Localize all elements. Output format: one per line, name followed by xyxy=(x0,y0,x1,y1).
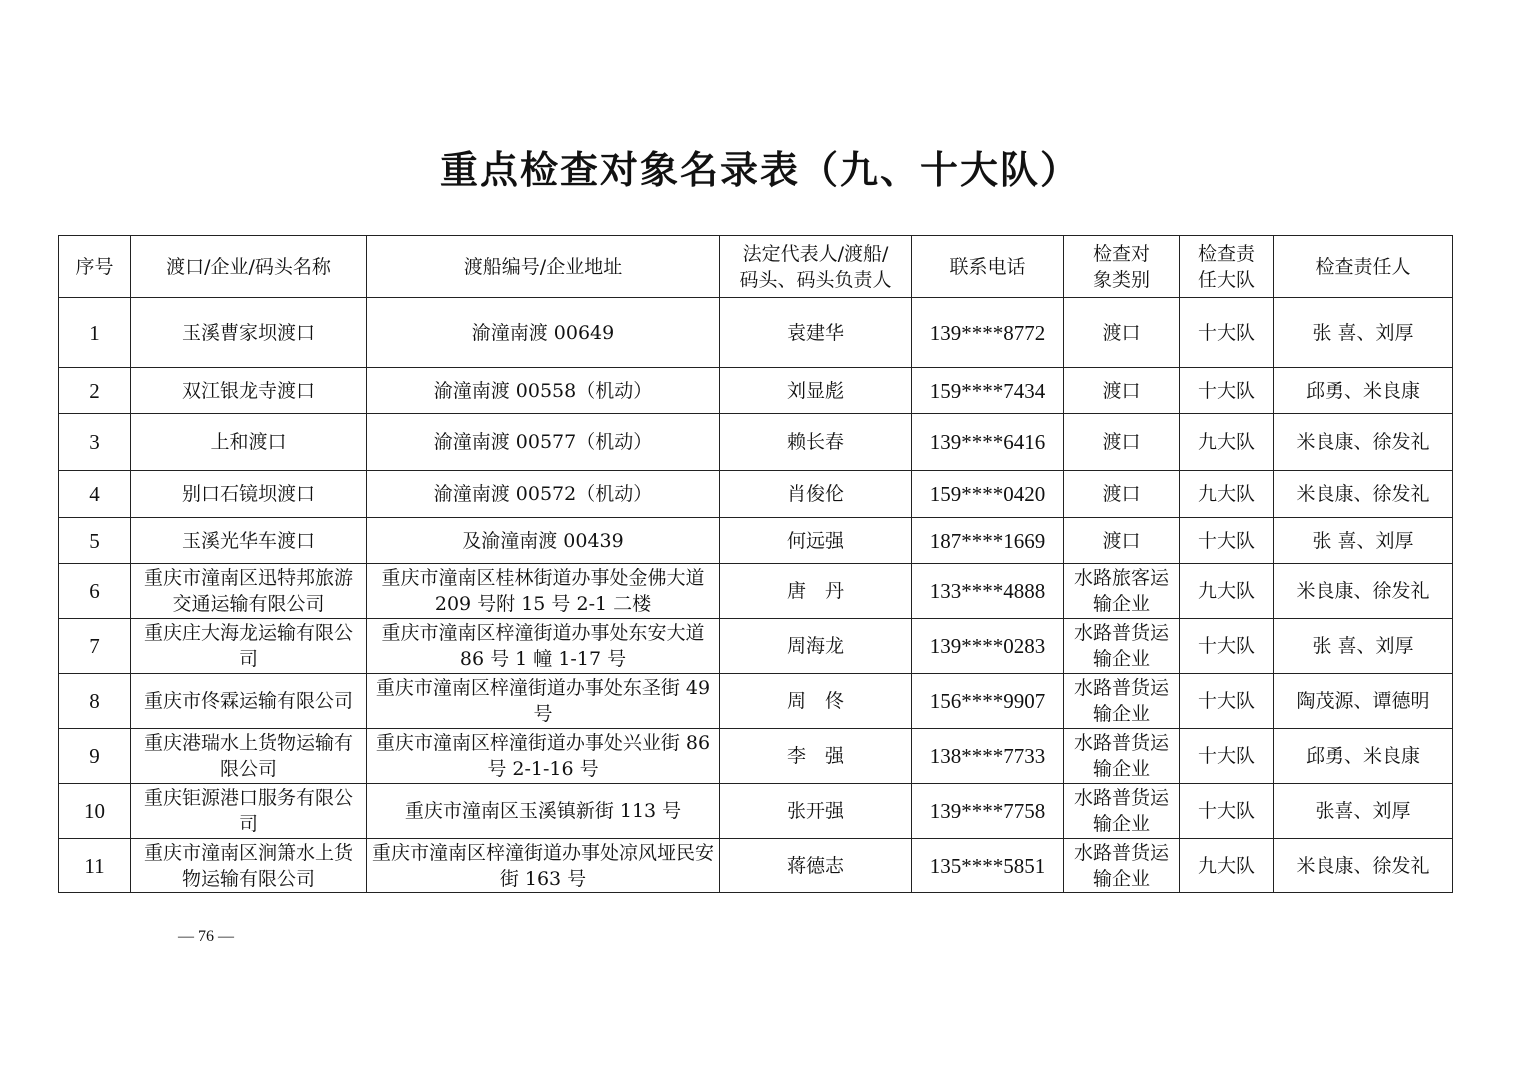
cell-category: 水路普货运输企业 xyxy=(1064,729,1180,784)
cell-address: 重庆市潼南区梓潼街道办事处凉风垭民安街 163 号 xyxy=(367,839,720,893)
cell-index: 9 xyxy=(59,729,131,784)
cell-name: 重庆钜源港口服务有限公司 xyxy=(131,784,367,839)
cell-brigade: 九大队 xyxy=(1180,471,1274,518)
cell-representative: 蒋德志 xyxy=(720,839,912,893)
cell-name: 上和渡口 xyxy=(131,414,367,471)
cell-phone: 139****7758 xyxy=(912,784,1064,839)
cell-category: 渡口 xyxy=(1064,368,1180,414)
cell-index: 5 xyxy=(59,518,131,564)
header-name: 渡口/企业/码头名称 xyxy=(131,236,367,298)
header-brigade: 检查责 任大队 xyxy=(1180,236,1274,298)
cell-inspector: 张 喜、刘厚 xyxy=(1274,619,1453,674)
cell-phone: 138****7733 xyxy=(912,729,1064,784)
inspection-table xyxy=(58,235,1453,893)
header-inspector: 检查责任人 xyxy=(1274,236,1453,298)
cell-phone: 135****5851 xyxy=(912,839,1064,893)
cell-representative: 李 强 xyxy=(720,729,912,784)
cell-brigade: 九大队 xyxy=(1180,414,1274,471)
cell-name: 重庆市佟霖运输有限公司 xyxy=(131,674,367,729)
table-header-row xyxy=(59,236,1453,298)
cell-inspector: 陶茂源、谭德明 xyxy=(1274,674,1453,729)
cell-inspector: 邱勇、米良康 xyxy=(1274,368,1453,414)
cell-phone: 139****6416 xyxy=(912,414,1064,471)
cell-category: 水路普货运输企业 xyxy=(1064,619,1180,674)
page-number: — 76 — xyxy=(178,928,234,945)
cell-index: 4 xyxy=(59,471,131,518)
cell-representative: 唐 丹 xyxy=(720,564,912,619)
cell-inspector: 米良康、徐发礼 xyxy=(1274,839,1453,893)
cell-address: 渝潼南渡 00572（机动） xyxy=(367,471,720,518)
cell-brigade: 九大队 xyxy=(1180,839,1274,893)
cell-category: 渡口 xyxy=(1064,298,1180,368)
cell-phone: 133****4888 xyxy=(912,564,1064,619)
cell-index: 11 xyxy=(59,839,131,893)
cell-address: 渝潼南渡 00558（机动） xyxy=(367,368,720,414)
cell-representative: 周海龙 xyxy=(720,619,912,674)
cell-phone: 187****1669 xyxy=(912,518,1064,564)
cell-address: 渝潼南渡 00649 xyxy=(367,298,720,368)
cell-name: 别口石镜坝渡口 xyxy=(131,471,367,518)
cell-address: 重庆市潼南区桂林街道办事处金佛大道 209 号附 15 号 2-1 二楼 xyxy=(367,564,720,619)
cell-address: 及渝潼南渡 00439 xyxy=(367,518,720,564)
cell-representative: 何远强 xyxy=(720,518,912,564)
table-row xyxy=(59,729,1453,784)
cell-brigade: 十大队 xyxy=(1180,518,1274,564)
cell-representative: 赖长春 xyxy=(720,414,912,471)
table-row xyxy=(59,674,1453,729)
header-address: 渡船编号/企业地址 xyxy=(367,236,720,298)
cell-category: 渡口 xyxy=(1064,471,1180,518)
header-phone: 联系电话 xyxy=(912,236,1064,298)
table-row xyxy=(59,471,1453,518)
cell-inspector: 张 喜、刘厚 xyxy=(1274,518,1453,564)
cell-address: 重庆市潼南区梓潼街道办事处东圣街 49 号 xyxy=(367,674,720,729)
cell-address: 重庆市潼南区玉溪镇新街 113 号 xyxy=(367,784,720,839)
table-row xyxy=(59,414,1453,471)
cell-index: 1 xyxy=(59,298,131,368)
cell-brigade: 十大队 xyxy=(1180,619,1274,674)
cell-category: 水路普货运输企业 xyxy=(1064,839,1180,893)
cell-brigade: 九大队 xyxy=(1180,564,1274,619)
cell-inspector: 米良康、徐发礼 xyxy=(1274,564,1453,619)
table-row xyxy=(59,298,1453,368)
cell-inspector: 张 喜、刘厚 xyxy=(1274,298,1453,368)
cell-representative: 张开强 xyxy=(720,784,912,839)
page-title: 重点检查对象名录表（九、十大队） xyxy=(439,147,1080,192)
header-category: 检查对 象类别 xyxy=(1064,236,1180,298)
cell-name: 重庆港瑞水上货物运输有限公司 xyxy=(131,729,367,784)
cell-phone: 159****7434 xyxy=(912,368,1064,414)
table-row xyxy=(59,518,1453,564)
cell-category: 渡口 xyxy=(1064,414,1180,471)
cell-category: 水路旅客运输企业 xyxy=(1064,564,1180,619)
cell-phone: 159****0420 xyxy=(912,471,1064,518)
table-body xyxy=(59,298,1453,893)
cell-name: 重庆市潼南区迅特邦旅游交通运输有限公司 xyxy=(131,564,367,619)
cell-address: 渝潼南渡 00577（机动） xyxy=(367,414,720,471)
cell-brigade: 十大队 xyxy=(1180,784,1274,839)
cell-brigade: 十大队 xyxy=(1180,298,1274,368)
cell-index: 6 xyxy=(59,564,131,619)
cell-inspector: 米良康、徐发礼 xyxy=(1274,471,1453,518)
cell-name: 重庆市潼南区涧箫水上货物运输有限公司 xyxy=(131,839,367,893)
cell-inspector: 张喜、刘厚 xyxy=(1274,784,1453,839)
cell-representative: 袁建华 xyxy=(720,298,912,368)
cell-phone: 139****0283 xyxy=(912,619,1064,674)
cell-index: 2 xyxy=(59,368,131,414)
cell-phone: 156****9907 xyxy=(912,674,1064,729)
cell-index: 7 xyxy=(59,619,131,674)
header-representative: 法定代表人/渡船/ 码头、码头负责人 xyxy=(720,236,912,298)
cell-representative: 肖俊伦 xyxy=(720,471,912,518)
inspection-table-wrapper xyxy=(58,235,1453,893)
cell-name: 玉溪曹家坝渡口 xyxy=(131,298,367,368)
cell-address: 重庆市潼南区梓潼街道办事处兴业街 86 号 2-1-16 号 xyxy=(367,729,720,784)
cell-name: 双江银龙寺渡口 xyxy=(131,368,367,414)
cell-address: 重庆市潼南区梓潼街道办事处东安大道 86 号 1 幢 1-17 号 xyxy=(367,619,720,674)
table-row xyxy=(59,368,1453,414)
table-row xyxy=(59,564,1453,619)
header-index: 序号 xyxy=(59,236,131,298)
cell-category: 水路普货运输企业 xyxy=(1064,674,1180,729)
cell-index: 3 xyxy=(59,414,131,471)
cell-index: 8 xyxy=(59,674,131,729)
table-row xyxy=(59,619,1453,674)
cell-representative: 刘显彪 xyxy=(720,368,912,414)
cell-brigade: 十大队 xyxy=(1180,674,1274,729)
table-row xyxy=(59,784,1453,839)
cell-inspector: 邱勇、米良康 xyxy=(1274,729,1453,784)
cell-representative: 周 佟 xyxy=(720,674,912,729)
table-row xyxy=(59,839,1453,893)
cell-index: 10 xyxy=(59,784,131,839)
cell-name: 重庆庄大海龙运输有限公司 xyxy=(131,619,367,674)
cell-inspector: 米良康、徐发礼 xyxy=(1274,414,1453,471)
cell-brigade: 十大队 xyxy=(1180,368,1274,414)
cell-category: 水路普货运输企业 xyxy=(1064,784,1180,839)
cell-phone: 139****8772 xyxy=(912,298,1064,368)
cell-category: 渡口 xyxy=(1064,518,1180,564)
cell-name: 玉溪光华车渡口 xyxy=(131,518,367,564)
cell-brigade: 十大队 xyxy=(1180,729,1274,784)
